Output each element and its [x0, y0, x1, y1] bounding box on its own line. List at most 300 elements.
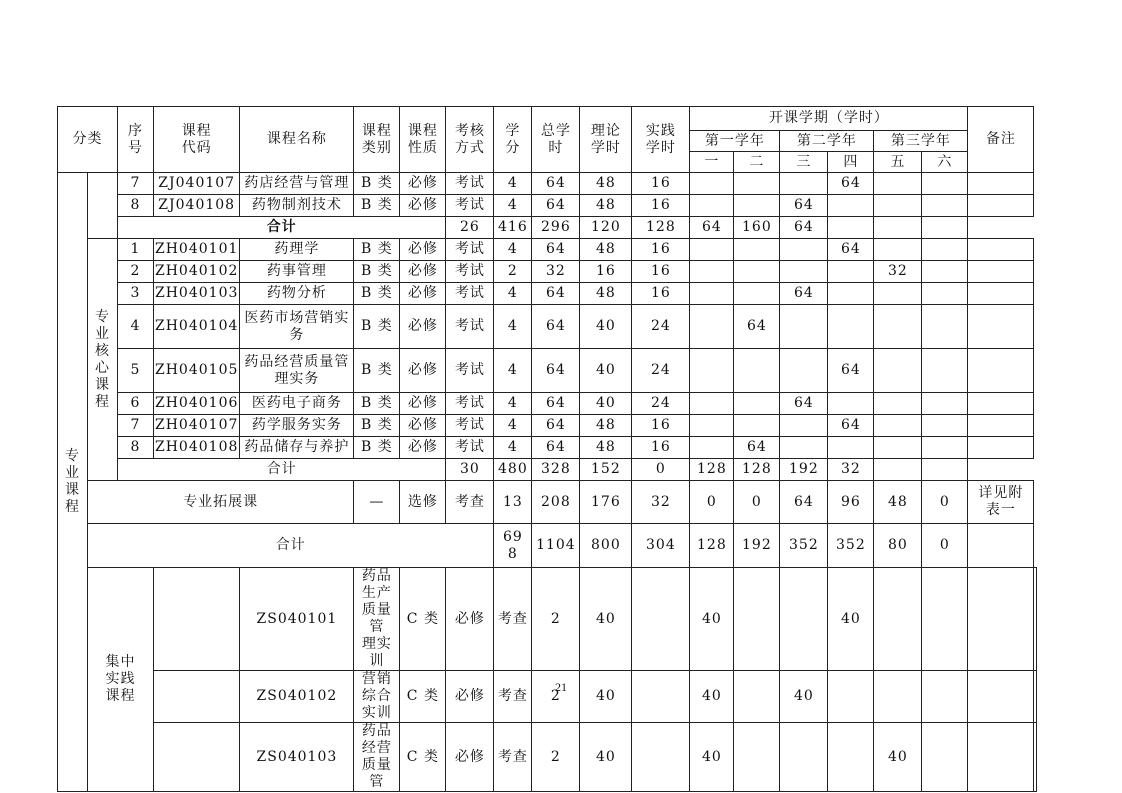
course-name-cell: 药物分析 [240, 283, 354, 305]
seq-cell: 8 [118, 195, 154, 217]
term-3-hours-cell: 64 [780, 481, 828, 524]
course-nature-cell: 必修 [446, 568, 494, 671]
term-4-hours-cell [874, 671, 922, 723]
term-1-hours-cell: 128 [632, 217, 690, 239]
table-row [58, 173, 1037, 195]
total-hours-cell: 64 [532, 415, 580, 437]
remark-cell [968, 305, 1034, 349]
header-practice-hours: 实践 学时 [632, 107, 690, 173]
table-row [58, 671, 1037, 723]
course-name-cell: 药品经营质量管 理实务 [240, 349, 354, 393]
term-5-hours-cell [874, 195, 922, 217]
term-5-hours-cell [874, 349, 922, 393]
group-label-professional: 专 业 课 程 [58, 173, 88, 792]
credit-cell: 4 [494, 305, 532, 349]
theory-hours-cell: 40 [580, 393, 632, 415]
course-code-cell: ZS040103 [240, 723, 354, 792]
seq-cell: 1 [118, 239, 154, 261]
practice-hours-cell: 152 [580, 459, 632, 481]
practice-hours-cell: 32 [632, 481, 690, 524]
term-6-hours-cell [922, 415, 968, 437]
course-nature-cell: 必修 [400, 415, 446, 437]
header-term-4: 四 [828, 152, 874, 173]
term-4-hours-cell: 64 [828, 173, 874, 195]
credit-cell: 2 [532, 723, 580, 792]
term-5-hours-cell: 80 [874, 524, 922, 568]
term-4-hours-cell [828, 393, 874, 415]
term-3-hours-cell [828, 671, 874, 723]
theory-hours-cell [632, 723, 690, 792]
course-name-cell: 药理学 [240, 239, 354, 261]
header-category: 分类 [58, 107, 118, 173]
remark-cell [1034, 568, 1037, 671]
term-6-hours-cell [874, 217, 922, 239]
term-4-hours-cell: 352 [828, 524, 874, 568]
term-4-hours-cell: 40 [874, 723, 922, 792]
theory-hours-cell: 40 [580, 349, 632, 393]
header-year1: 第一学年 [690, 131, 780, 152]
seq-cell: 6 [118, 393, 154, 415]
course-nature-cell: 必修 [400, 349, 446, 393]
subtotal-label: 合计 [118, 459, 446, 481]
term-6-hours-cell [922, 239, 968, 261]
practice-hours-cell: 16 [632, 173, 690, 195]
remark-cell [968, 173, 1034, 195]
course-code-cell: ZJ040107 [154, 173, 240, 195]
term-6-hours-cell: 0 [922, 481, 968, 524]
term-2-hours-cell [734, 283, 780, 305]
term-5-hours-cell: 32 [828, 459, 874, 481]
header-type: 课程 类别 [354, 107, 400, 173]
header-term-2: 二 [734, 152, 780, 173]
course-nature-cell: 必修 [400, 195, 446, 217]
term-1-hours-cell [690, 173, 734, 195]
page-number: 21 [555, 680, 567, 694]
term-5-hours-cell [874, 283, 922, 305]
course-name-cell: 医药电子商务 [240, 393, 354, 415]
term-5-hours-cell [922, 568, 968, 671]
term-4-hours-cell [828, 195, 874, 217]
term-5-hours-cell [874, 173, 922, 195]
remark-cell [1034, 723, 1037, 792]
term-5-hours-cell [828, 217, 874, 239]
theory-hours-cell [632, 671, 690, 723]
course-type-cell: B 类 [354, 415, 400, 437]
term-5-hours-cell [922, 671, 968, 723]
header-code: 课程 代码 [154, 107, 240, 173]
credit-cell: 2 [494, 261, 532, 283]
practice-hours-cell: 24 [632, 349, 690, 393]
grand-total-label: 合计 [88, 524, 494, 568]
course-type-cell: B 类 [354, 173, 400, 195]
practice-hours-cell: 16 [632, 195, 690, 217]
table-row [58, 393, 1037, 415]
table-row [58, 261, 1037, 283]
term-1-hours-cell [690, 195, 734, 217]
term-6-hours-cell [968, 723, 1034, 792]
term-1-hours-cell [690, 239, 734, 261]
course-code-cell: ZH040104 [154, 305, 240, 349]
theory-hours-cell: 48 [580, 173, 632, 195]
seq-cell: 3 [118, 283, 154, 305]
credit-cell: 4 [494, 437, 532, 459]
header-term-3: 三 [780, 152, 828, 173]
term-6-hours-cell [922, 261, 968, 283]
exam-method-cell: 考查 [494, 671, 532, 723]
term-1-hours-cell [690, 349, 734, 393]
term-2-hours-cell [734, 415, 780, 437]
term-6-hours-cell [922, 393, 968, 415]
practice-hours-cell: 16 [632, 261, 690, 283]
exam-method-cell: 考试 [446, 173, 494, 195]
term-2-hours-cell: 0 [734, 481, 780, 524]
group-label-core: 专 业 核 心 课 程 [88, 239, 118, 481]
term-2-hours-cell: 64 [734, 437, 780, 459]
course-code-cell: ZH040107 [154, 415, 240, 437]
course-code-cell: ZS040101 [240, 568, 354, 671]
credit-cell: 26 [446, 217, 494, 239]
practice-hours-cell: 40 [690, 723, 734, 792]
exam-method-cell: 考查 [446, 481, 494, 524]
term-1-hours-cell [734, 671, 780, 723]
theory-hours-cell: 296 [532, 217, 580, 239]
group-label-concentrated: 集中 实践 课程 [88, 568, 154, 792]
total-hours-cell: 40 [580, 671, 632, 723]
course-type-cell: C 类 [400, 723, 446, 792]
total-hours-cell: 416 [494, 217, 532, 239]
seq-cell: 5 [118, 349, 154, 393]
seq-cell: 7 [118, 415, 154, 437]
course-type-cell: B 类 [354, 261, 400, 283]
term-1-hours-cell [690, 305, 734, 349]
term-6-hours-cell [922, 195, 968, 217]
course-type-cell: B 类 [354, 305, 400, 349]
theory-hours-cell: 328 [532, 459, 580, 481]
course-nature-cell: 必修 [400, 261, 446, 283]
practice-hours-cell: 16 [632, 239, 690, 261]
table-row [58, 349, 1037, 393]
course-nature-cell: 必修 [400, 239, 446, 261]
exam-method-cell: 考试 [446, 415, 494, 437]
term-4-hours-cell: 64 [780, 217, 828, 239]
table-row [58, 437, 1037, 459]
practice-hours-cell: 16 [632, 437, 690, 459]
seq-cell: 4 [118, 305, 154, 349]
header-year3: 第三学年 [874, 131, 968, 152]
term-6-hours-cell [922, 437, 968, 459]
term-6-hours-cell [922, 305, 968, 349]
total-hours-cell: 64 [532, 239, 580, 261]
course-code-cell: ZH040103 [154, 283, 240, 305]
term-2-hours-cell: 64 [690, 217, 734, 239]
course-type-cell: B 类 [354, 239, 400, 261]
term-4-hours-cell [828, 261, 874, 283]
credit-cell: 2 [532, 671, 580, 723]
theory-hours-cell: 48 [580, 283, 632, 305]
term-2-hours-cell [734, 195, 780, 217]
term-2-hours-cell [734, 261, 780, 283]
credit-cell: 4 [494, 393, 532, 415]
exam-method-cell: 考试 [446, 261, 494, 283]
header-total-hours: 总学 时 [532, 107, 580, 173]
theory-hours-cell: 800 [580, 524, 632, 568]
table-row [58, 524, 1037, 568]
header-term-5: 五 [874, 152, 922, 173]
theory-hours-cell: 48 [580, 415, 632, 437]
term-5-hours-cell: 32 [874, 261, 922, 283]
remark-cell [968, 195, 1034, 217]
term-6-hours-cell [922, 349, 968, 393]
total-hours-cell: 64 [532, 195, 580, 217]
practice-hours-cell: 16 [632, 283, 690, 305]
course-code-cell: ZJ040108 [154, 195, 240, 217]
remark-cell [968, 349, 1034, 393]
theory-hours-cell: 176 [580, 481, 632, 524]
term-5-hours-cell [874, 437, 922, 459]
term-6-hours-cell [922, 173, 968, 195]
total-hours-cell: 40 [580, 568, 632, 671]
course-nature-cell: 必修 [400, 437, 446, 459]
credit-cell: 2 [532, 568, 580, 671]
exam-method-cell: 考查 [494, 723, 532, 792]
course-code-cell: ZH040102 [154, 261, 240, 283]
table-row [58, 459, 1037, 481]
course-nature-cell: 必修 [446, 671, 494, 723]
term-3-hours-cell: 128 [734, 459, 780, 481]
term-2-hours-cell: 40 [780, 671, 828, 723]
course-name-cell: 药品生产质量管 理实训 [354, 568, 400, 671]
total-hours-cell: 40 [580, 723, 632, 792]
course-code-cell: ZH040108 [154, 437, 240, 459]
course-code-cell: ZH040105 [154, 349, 240, 393]
term-3-hours-cell: 64 [780, 393, 828, 415]
term-5-hours-cell [874, 305, 922, 349]
credit-cell: 4 [494, 349, 532, 393]
exam-method-cell: 考试 [446, 393, 494, 415]
course-type-cell: B 类 [354, 349, 400, 393]
course-name-cell: 药品储存与养护 [240, 437, 354, 459]
course-nature-cell: 必修 [400, 283, 446, 305]
term-4-hours-cell [828, 437, 874, 459]
remark-cell [922, 459, 968, 481]
term-4-hours-cell: 64 [828, 239, 874, 261]
credit-cell: 4 [494, 195, 532, 217]
seq-cell [154, 568, 240, 671]
header-seq: 序 号 [118, 107, 154, 173]
table-row [58, 723, 1037, 792]
term-6-hours-cell [874, 459, 922, 481]
term-3-hours-cell [780, 437, 828, 459]
course-type-cell: B 类 [354, 283, 400, 305]
term-2-hours-cell: 64 [734, 305, 780, 349]
seq-cell: 2 [118, 261, 154, 283]
term-2-hours-cell [734, 173, 780, 195]
practice-hours-cell: 16 [632, 415, 690, 437]
remark-cell [968, 524, 1034, 568]
theory-hours-cell: 48 [580, 195, 632, 217]
course-nature-cell: 必修 [400, 393, 446, 415]
theory-hours-cell: 48 [580, 239, 632, 261]
term-5-hours-cell [874, 239, 922, 261]
remark-cell [968, 239, 1034, 261]
remark-cell: 详见附 表一 [968, 481, 1034, 524]
term-3-hours-cell [780, 261, 828, 283]
term-1-hours-cell [690, 283, 734, 305]
seq-cell [154, 723, 240, 792]
term-3-hours-cell [780, 239, 828, 261]
term-3-hours-cell [780, 415, 828, 437]
practice-hours-cell: 40 [690, 568, 734, 671]
course-nature-cell: 必修 [400, 305, 446, 349]
seq-cell: 8 [118, 437, 154, 459]
remark-cell [968, 437, 1034, 459]
exam-method-cell: 考查 [494, 568, 532, 671]
term-5-hours-cell: 48 [874, 481, 922, 524]
course-nature-cell: 必修 [400, 173, 446, 195]
term-1-hours-cell [690, 261, 734, 283]
term-1-hours-cell [734, 568, 780, 671]
remark-cell [968, 283, 1034, 305]
credit-cell: 4 [494, 239, 532, 261]
credit-cell: 4 [494, 173, 532, 195]
credit-cell: 4 [494, 415, 532, 437]
term-2-hours-cell [780, 568, 828, 671]
term-6-hours-cell: 0 [922, 524, 968, 568]
term-5-hours-cell [874, 415, 922, 437]
practice-hours-cell: 120 [580, 217, 632, 239]
term-6-hours-cell [968, 568, 1034, 671]
term-3-hours-cell [780, 349, 828, 393]
exam-method-cell: 考试 [446, 239, 494, 261]
subtotal-label: 合计 [118, 217, 446, 239]
table-row [58, 195, 1037, 217]
term-4-hours-cell [828, 283, 874, 305]
course-nature-cell: 选修 [400, 481, 446, 524]
exam-method-cell: 考试 [446, 437, 494, 459]
table-row [58, 481, 1037, 524]
subgroup-cell-top [88, 173, 118, 239]
practice-hours-cell: 304 [632, 524, 690, 568]
term-4-hours-cell: 192 [780, 459, 828, 481]
course-type-cell: B 类 [354, 195, 400, 217]
term-1-hours-cell: 128 [690, 524, 734, 568]
practice-hours-cell: 24 [632, 393, 690, 415]
remark-cell [968, 415, 1034, 437]
credit-cell: 4 [494, 283, 532, 305]
practice-hours-cell: 40 [690, 671, 734, 723]
table-row [58, 568, 1037, 671]
course-code-cell: ZH040106 [154, 393, 240, 415]
header-exam: 考核 方式 [446, 107, 494, 173]
course-name-cell: 药店经营与管理 [240, 173, 354, 195]
total-hours-cell: 64 [532, 283, 580, 305]
table-row [58, 239, 1037, 261]
total-hours-cell: 64 [532, 173, 580, 195]
total-hours-cell: 64 [532, 393, 580, 415]
term-6-hours-cell [968, 671, 1034, 723]
course-name-cell: 医药市场营销实 务 [240, 305, 354, 349]
term-4-hours-cell [828, 305, 874, 349]
header-term-6: 六 [922, 152, 968, 173]
total-hours-cell: 1104 [532, 524, 580, 568]
total-hours-cell: 64 [532, 349, 580, 393]
theory-hours-cell: 40 [580, 305, 632, 349]
seq-cell: 7 [118, 173, 154, 195]
term-4-hours-cell [874, 568, 922, 671]
remark-cell [968, 261, 1034, 283]
header-theory-hours: 理论 学时 [580, 107, 632, 173]
term-2-hours-cell: 128 [690, 459, 734, 481]
remark-cell [968, 393, 1034, 415]
total-hours-cell: 32 [532, 261, 580, 283]
header-term-group: 开课学期（学时） [690, 107, 968, 131]
term-6-hours-cell [922, 283, 968, 305]
course-type-cell: — [354, 481, 400, 524]
term-3-hours-cell [828, 723, 874, 792]
term-3-hours-cell [780, 305, 828, 349]
total-hours-cell: 64 [532, 437, 580, 459]
term-1-hours-cell: 0 [632, 459, 690, 481]
term-5-hours-cell [922, 723, 968, 792]
total-hours-cell: 208 [532, 481, 580, 524]
table-row [58, 217, 1037, 239]
total-hours-cell: 480 [494, 459, 532, 481]
term-2-hours-cell [734, 393, 780, 415]
header-nature: 课程 性质 [400, 107, 446, 173]
remark-cell [922, 217, 968, 239]
term-3-hours-cell: 64 [780, 283, 828, 305]
course-name-cell: 药事管理 [240, 261, 354, 283]
course-code-cell: ZH040101 [154, 239, 240, 261]
seq-cell [154, 671, 240, 723]
remark-cell [1034, 671, 1037, 723]
term-1-hours-cell [690, 415, 734, 437]
header-remark: 备注 [968, 107, 1034, 173]
term-5-hours-cell [874, 393, 922, 415]
course-name-cell: 药物制剂技术 [240, 195, 354, 217]
theory-hours-cell: 16 [580, 261, 632, 283]
exam-method-cell: 考试 [446, 195, 494, 217]
course-name-cell: 药学服务实务 [240, 415, 354, 437]
term-2-hours-cell [734, 239, 780, 261]
extension-course-label: 专业拓展课 [88, 481, 354, 524]
exam-method-cell: 考试 [446, 349, 494, 393]
header-credit: 学 分 [494, 107, 532, 173]
table-row [58, 305, 1037, 349]
term-4-hours-cell: 64 [828, 415, 874, 437]
header-year2: 第二学年 [780, 131, 874, 152]
course-type-cell: B 类 [354, 393, 400, 415]
term-3-hours-cell [780, 173, 828, 195]
term-1-hours-cell [734, 723, 780, 792]
term-4-hours-cell: 64 [828, 349, 874, 393]
course-type-cell: C 类 [400, 568, 446, 671]
header-name: 课程名称 [240, 107, 354, 173]
practice-hours-cell: 24 [632, 305, 690, 349]
term-4-hours-cell: 96 [828, 481, 874, 524]
term-2-hours-cell [780, 723, 828, 792]
course-nature-cell: 必修 [446, 723, 494, 792]
theory-hours-cell [632, 568, 690, 671]
term-2-hours-cell [734, 349, 780, 393]
term-3-hours-cell: 352 [780, 524, 828, 568]
credit-cell: 30 [446, 459, 494, 481]
exam-method-cell: 考试 [446, 305, 494, 349]
term-1-hours-cell: 0 [690, 481, 734, 524]
header-term-1: 一 [690, 152, 734, 173]
term-1-hours-cell [690, 437, 734, 459]
term-2-hours-cell: 192 [734, 524, 780, 568]
